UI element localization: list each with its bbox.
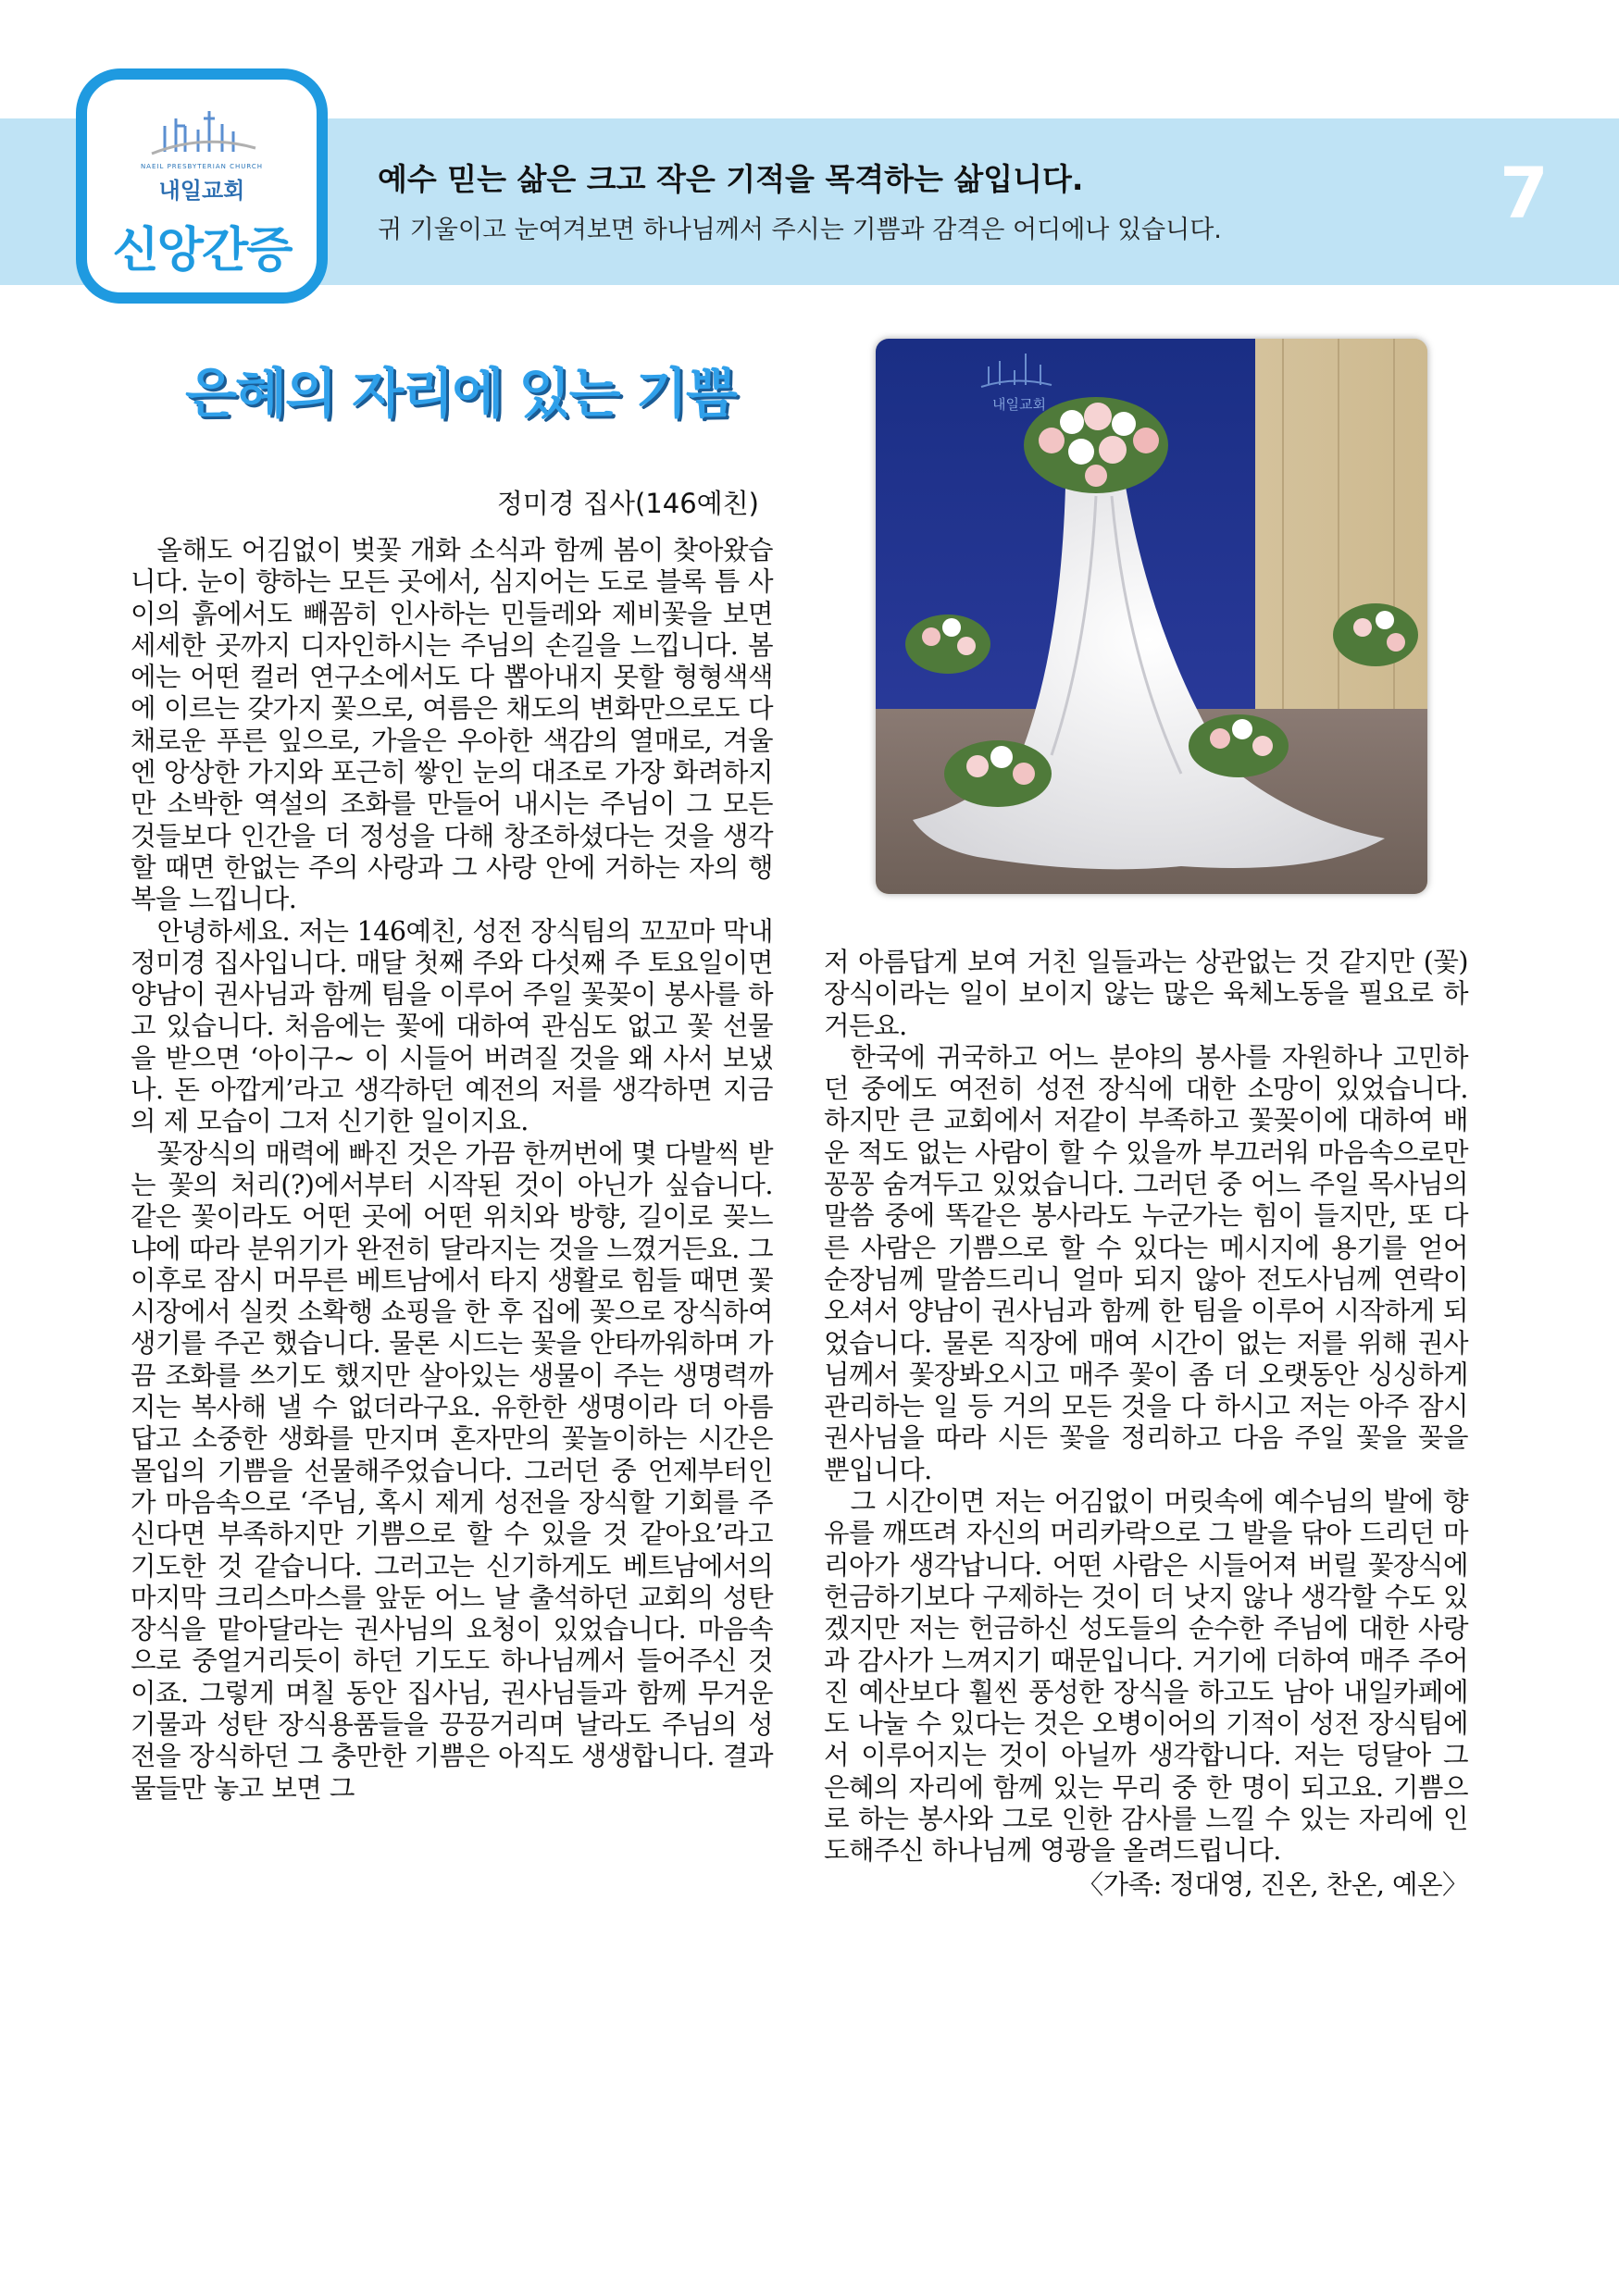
paragraph: 꽃장식의 매력에 빠진 것은 가끔 한꺼번에 몇 다발씩 받는 꽃의 처리(?)에서부터 시작된 것이 아닌가 싶습니다. 같은 꽃이라도 어떤 곳에 어떤 위치와 방향, 길이로 꽂느냐에 따라 분위기가 완전히 달라지는 것을 느꼈거든요. 그 이후로 잠시 머무른 베트남에서 타지 생활로 힘들 때면 꽃시장에서 실컷 소확행 쇼핑을 한 후 집에 꽃으로 장식하여 생기를 주곤 했습니다. 물론 시드는 꽃을 안타까워하며 가끔 조화를 쓰기도 했지만 살아있는 생물이 주는 생명력까지는 복사해 낼 수 없더라구요. 유한한 생명이라 더 아름답고 소중한 생화를 만지며 혼자만의 꽃놀이하는 시간은 몰입의 기쁨을 선물해주었습니다. 그러던 중 언제부터인가 마음속으로 ‘주님, 혹시 제게 성전을 장식할 기회를 주신다면 부족하지만 기쁨으로 할 수 있을 것 같아요’라고 기도한 것 같습니다. 그러고는 신기하게도 베트남에서의 마지막 크리스마스를 앞둔 어느 날 출석하던 교회의 성탄 장식을 맡아달라는 권사님의 요청이 있었습니다. 마음속으로 중얼거리듯이 하던 기도도 하나님께서 들어주신 것이죠. 그렇게 며칠 동안 집사님, 권사님들과 함께 무거운 기물과 성탄 장식용품들을 끙끙거리며 날라도 주님의 성전을 장식하던 그 충만한 기쁨은 아직도 생생합니다. 결과물들만 놓고 보면 그 [131, 1137, 773, 1804]
logo-name: 내일교회 [158, 178, 245, 204]
article-title: 은혜의 자리에 있는 기쁨 [185, 362, 736, 425]
article-body-right [824, 947, 1468, 2178]
logo-subtext: NAEIL PRESBYTERIAN CHURCH [140, 163, 264, 170]
article-author: 정미경 집사(146예친) [496, 488, 759, 519]
article-body-left [131, 535, 773, 2191]
paragraph: 올해도 어김없이 벚꽃 개화 소식과 함께 봄이 찾아왔습니다. 눈이 향하는 모든 곳에서, 심지어는 도로 블록 틈 사이의 흙에서도 빼꼼히 인사하는 민들레와 제비꽃을 보면 세세한 곳까지 디자인하시는 주님의 손길을 느낍니다. 봄에는 어떤 컬러 연구소에서도 다 뽑아내지 못할 형형색색에 이르는 갖가지 꽃으로, 여름은 채도의 변화만으로도 다채로운 푸른 잎으로, 가을은 우아한 색감의 열매로, 겨울엔 앙상한 가지와 포근히 쌓인 눈의 대조로 가장 화려하지만 소박한 역설의 조화를 만들어 내시는 주님이 그 모든 것들보다 인간을 더 정성을 다해 창조하셨다는 것을 생각할 때면 한없는 주의 사랑과 그 사랑 안에 거하는 자의 행복을 느낍니다. [131, 535, 773, 915]
paragraph: 한국에 귀국하고 어느 분야의 봉사를 자원하나 고민하던 중에도 여전히 성전 장식에 대한 소망이 있었습니다. 하지만 큰 교회에서 저같이 부족하고 꽃꽂이에 대하여 배운 적도 없는 사람이 할 수 있을까 부끄러워 마음속으로만 꽁꽁 숨겨두고 있었습니다. 그러던 중 어느 주일 목사님의 말씀 중에 똑같은 봉사라도 누군가는 힘이 들지만, 또 다른 사람은 기쁨으로 할 수 있다는 메시지에 용기를 얻어 순장님께 말씀드리니 얼마 되지 않아 전도사님께 연락이 오셔서 양남이 권사님과 함께 한 팀을 이루어 시작하게 되었습니다. 물론 직장에 매여 시간이 없는 저를 위해 권사님께서 꽃장봐오시고 매주 꽃이 좀 더 오랫동안 싱싱하게 관리하는 일 등 거의 모든 것을 다 하시고 저는 아주 잠시 권사님을 따라 시든 꽃을 정리하고 다음 주일 꽃을 꽂을 뿐입니다. [824, 1041, 1468, 1485]
paragraph: 안녕하세요. 저는 146예친, 성전 장식팀의 꼬꼬마 막내 정미경 집사입니다. 매달 첫째 주와 다섯째 주 토요일이면 양남이 권사님과 함께 팀을 이루어 주일 꽃꽂이 봉사를 하고 있습니다. 처음에는 꽃에 대하여 관심도 없고 꽃 선물을 받으면 ‘아이구~ 이 시들어 버려질 것을 왜 사서 보냈나. 돈 아깝게’라고 생각하던 예전의 저를 생각하면 지금의 제 모습이 그저 신기한 일이지요. [131, 915, 773, 1137]
page-number: 7 [1500, 152, 1549, 234]
paragraph: 저 아름답게 보여 거친 일들과는 상관없는 것 같지만 (꽃)장식이라는 일이 보이지 않는 많은 육체노동을 필요로 하거든요. [824, 947, 1468, 1041]
section-badge [76, 68, 328, 304]
motto-main: 예수 믿는 삶은 크고 작은 기적을 목격하는 삶입니다. [378, 161, 1084, 197]
family-note: 〈가족: 정대영, 진온, 찬온, 예온〉 [1077, 1868, 1468, 1900]
altar-flower-photo [876, 339, 1427, 894]
section-label: 신앙간증 [112, 223, 292, 279]
paragraph: 그 시간이면 저는 어김없이 머릿속에 예수님의 발에 향유를 깨뜨려 자신의 머리카락으로 그 발을 닦아 드리던 마리아가 생각납니다. 어떤 사람은 시들어져 버릴 꽃장식에 헌금하기보다 구제하는 것이 더 낫지 않나 생각할 수도 있겠지만 저는 헌금하신 성도들의 순수한 주님에 대한 사랑과 감사가 느껴지기 때문입니다. 거기에 더하여 매주 주어진 예산보다 훨씬 풍성한 장식을 하고도 남아 내일카페에도 나눌 수 있다는 것은 오병이어의 기적이 성전 장식팀에서 이루어지는 것이 아닐까 생각합니다. 저는 덩달아 그 은혜의 자리에 함께 있는 무리 중 한 명이 되고요. 기쁨으로 하는 봉사와 그로 인한 감사를 느낄 수 있는 자리에 인도해주신 하나님께 영광을 올려드립니다. [824, 1486, 1468, 1867]
photo-sign: 내일교회 [992, 396, 1046, 413]
church-logo-icon [148, 105, 259, 161]
motto-sub: 귀 기울이고 눈여겨보면 하나님께서 주시는 기쁨과 감격은 어디에나 있습니다. [378, 216, 1222, 244]
